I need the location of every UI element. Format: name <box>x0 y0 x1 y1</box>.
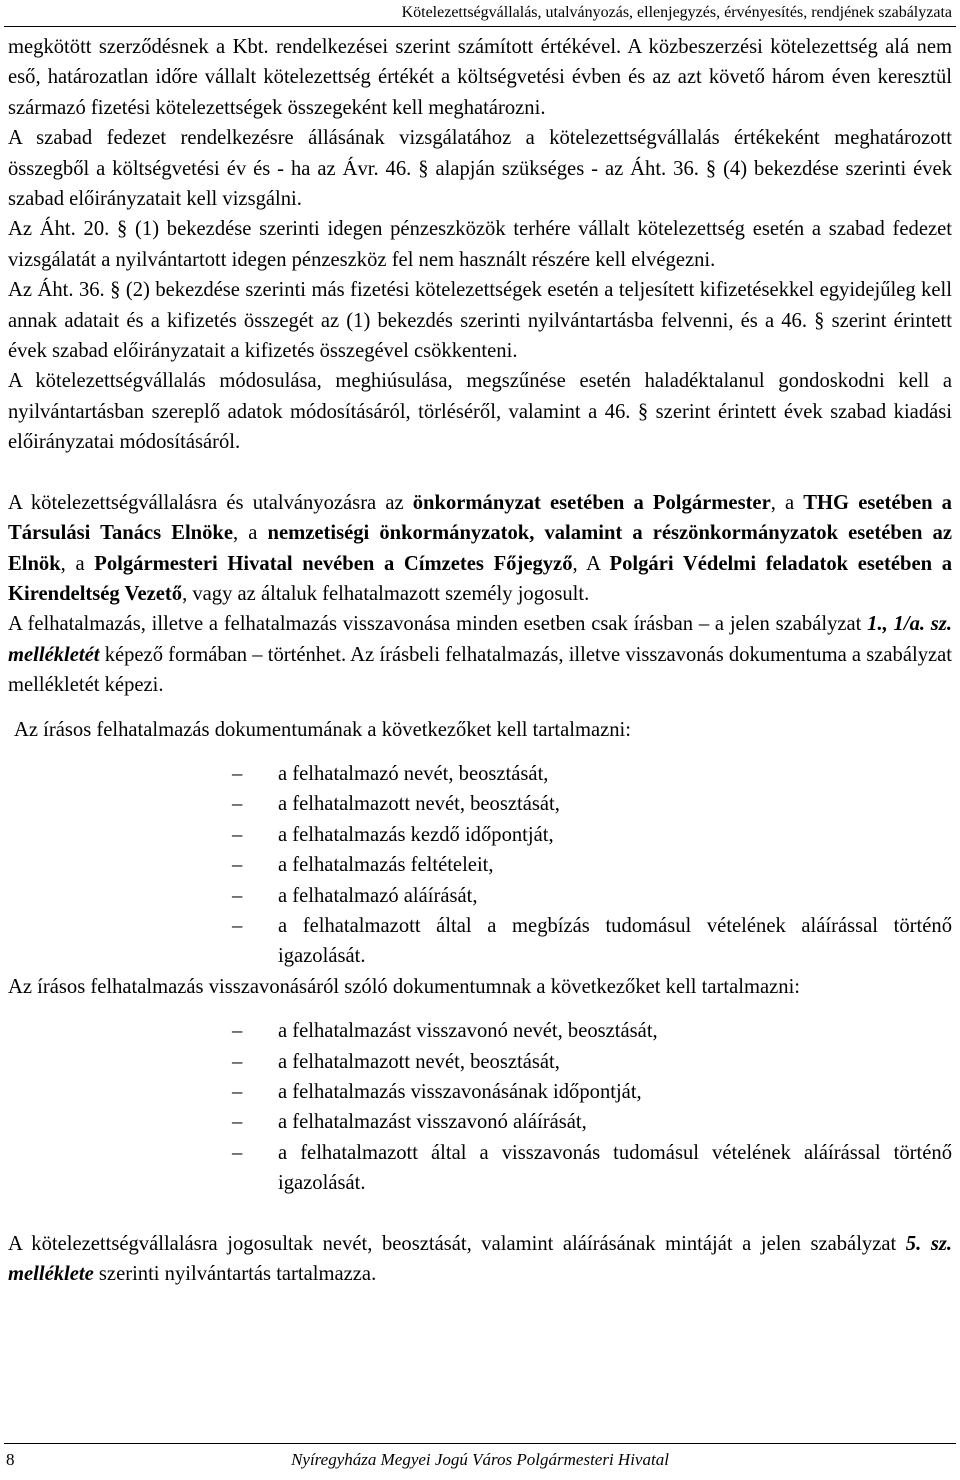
header-title: Kötelezettségvállalás, utalványozás, ellenjegyzés, érvényesítés, rendjének szabályzata <box>401 4 952 21</box>
header-divider <box>4 26 956 27</box>
annex-reference: 1., 1/a. sz. mellékletét <box>8 613 952 666</box>
text-run: A kötelezettségvállalásra és utalványozásra az <box>8 491 413 514</box>
list-item: – a felhatalmazott által a visszavonás tudomásul vételének aláírással történő igazolását. <box>232 1138 952 1199</box>
list-item: – a felhatalmazás visszavonásának időpontját, <box>232 1077 952 1107</box>
paragraph-modification: A kötelezettségvállalás módosulása, meghiúsulása, megszűnése esetén haladéktalanul gondoskodni kell a nyilvántartásban szereplő adatok módosításáról, törléséről, valamint a 46. § szerint érintett évek szabad kiadási előirányzatai módosításáról. <box>8 370 952 454</box>
list-item: – a felhatalmazást visszavonó aláírását, <box>232 1107 952 1137</box>
text-run: , a <box>770 491 804 514</box>
bold-run: önkormányzat esetében a Polgármester <box>412 491 771 514</box>
paragraph-authority <box>8 488 952 610</box>
paragraph-foreign-funds: Az Áht. 20. § (1) bekezdése szerinti idegen pénzeszközök terhére vállalt kötelezettség esetén a szabad fedezet vizsgálatát a nyilvántartott idegen pénzeszköz fel nem használt részére kell elvégezni. <box>8 218 952 271</box>
list-item: – a felhatalmazott nevét, beosztását, <box>232 1047 952 1077</box>
annex-reference: 5. sz. melléklete <box>8 1232 952 1286</box>
paragraph-authorization <box>8 609 952 700</box>
paragraph-free-coverage: A szabad fedezet rendelkezésre állásának vizsgálatához a kötelezettségvállalás értékeként meghatározott összegből a költségvetési év és - ha az Ávr. 46. § alapján szükséges - az Áht. 36. § (4) bekezdése szerinti évek szabad előirányzatait kell vizsgálni. <box>8 127 952 211</box>
bold-run: Polgármesteri Hivatal nevében a Címzetes Főjegyző <box>94 552 573 575</box>
text-run: , A <box>572 552 610 575</box>
paragraph-signature-register <box>8 1229 952 1290</box>
bold-run: nemzetiségi önkormányzatok, valamint a részönkormányzatok esetében az Elnök <box>8 522 952 575</box>
bold-run: THG esetében a Társulási Tanács Elnöke <box>8 491 952 545</box>
footer-divider <box>4 1443 956 1444</box>
text-run: A kötelezettségvállalásra jogosultak nevét, beosztását, valamint aláírásának mintáját a jelen szabályzat <box>8 1232 906 1255</box>
bold-run: Polgári Védelmi feladatok esetében a Kirendeltség Vezető <box>8 552 952 605</box>
page-number: 8 <box>6 1450 15 1469</box>
paragraph-commitment-value: megkötött szerződésnek a Kbt. rendelkezései szerint számított értékével. A közbeszerzési kötelezettség alá nem eső, határozatlan időre vállalt kötelezettség értékét a költségvetési évben és az azt követő három éven keresztül származó fizetési kötelezettségek összegeként kell meghatározni. <box>8 36 952 119</box>
revoke-contents-intro: Az írásos felhatalmazás visszavonásáról szóló dokumentumnak a következőket kell tartalmazni: <box>8 975 801 998</box>
revoke-contents-list <box>8 1016 952 1198</box>
list-item: – a felhatalmazott által a megbízás tudomásul vételének aláírással történő igazolását. <box>232 911 952 972</box>
list-item: – a felhatalmazott nevét, beosztását, <box>232 789 952 819</box>
paragraph-other-payments: Az Áht. 36. § (2) bekezdése szerinti más fizetési kötelezettségek esetén a teljesített kifizetésekkel egyidejűleg kell annak adatait és a kifizetés összegét az (1) bekezdés szerinti nyilvántartásba felvenni, és a 46. § szerint érintett évek szabad előirányzatait a kifizetés összegével csökkenteni. <box>8 279 952 363</box>
list-item: – a felhatalmazás kezdő időpontját, <box>232 820 952 850</box>
text-run: , a <box>60 552 95 575</box>
running-header <box>0 0 960 28</box>
doc-contents-list <box>8 759 952 972</box>
text-run: , a <box>233 522 268 545</box>
document-body <box>8 32 952 1289</box>
text-run: szerinti nyilvántartás tartalmazza. <box>93 1263 377 1286</box>
page-footer <box>0 1448 960 1478</box>
text-run: képező formában – történhet. Az írásbeli felhatalmazás, illetve visszavonás dokumentuma a szabályzat mellékletét képezi. <box>8 643 952 697</box>
text-run: A felhatalmazás, illetve a felhatalmazás visszavonása minden esetben csak írásban – a jelen szabályzat <box>8 613 868 636</box>
text-run: , vagy az általuk felhatalmazott személy jogosult. <box>182 582 590 605</box>
list-item: – a felhatalmazó nevét, beosztását, <box>232 759 952 789</box>
list-item: – a felhatalmazó aláírását, <box>232 881 952 911</box>
list-item: – a felhatalmazás feltételeit, <box>232 850 952 880</box>
footer-title: Nyíregyháza Megyei Jogú Város Polgármesteri Hivatal <box>291 1450 669 1469</box>
list-item: – a felhatalmazást visszavonó nevét, beosztását, <box>232 1016 952 1046</box>
doc-contents-intro: Az írásos felhatalmazás dokumentumának a következőket kell tartalmazni: <box>14 718 631 741</box>
